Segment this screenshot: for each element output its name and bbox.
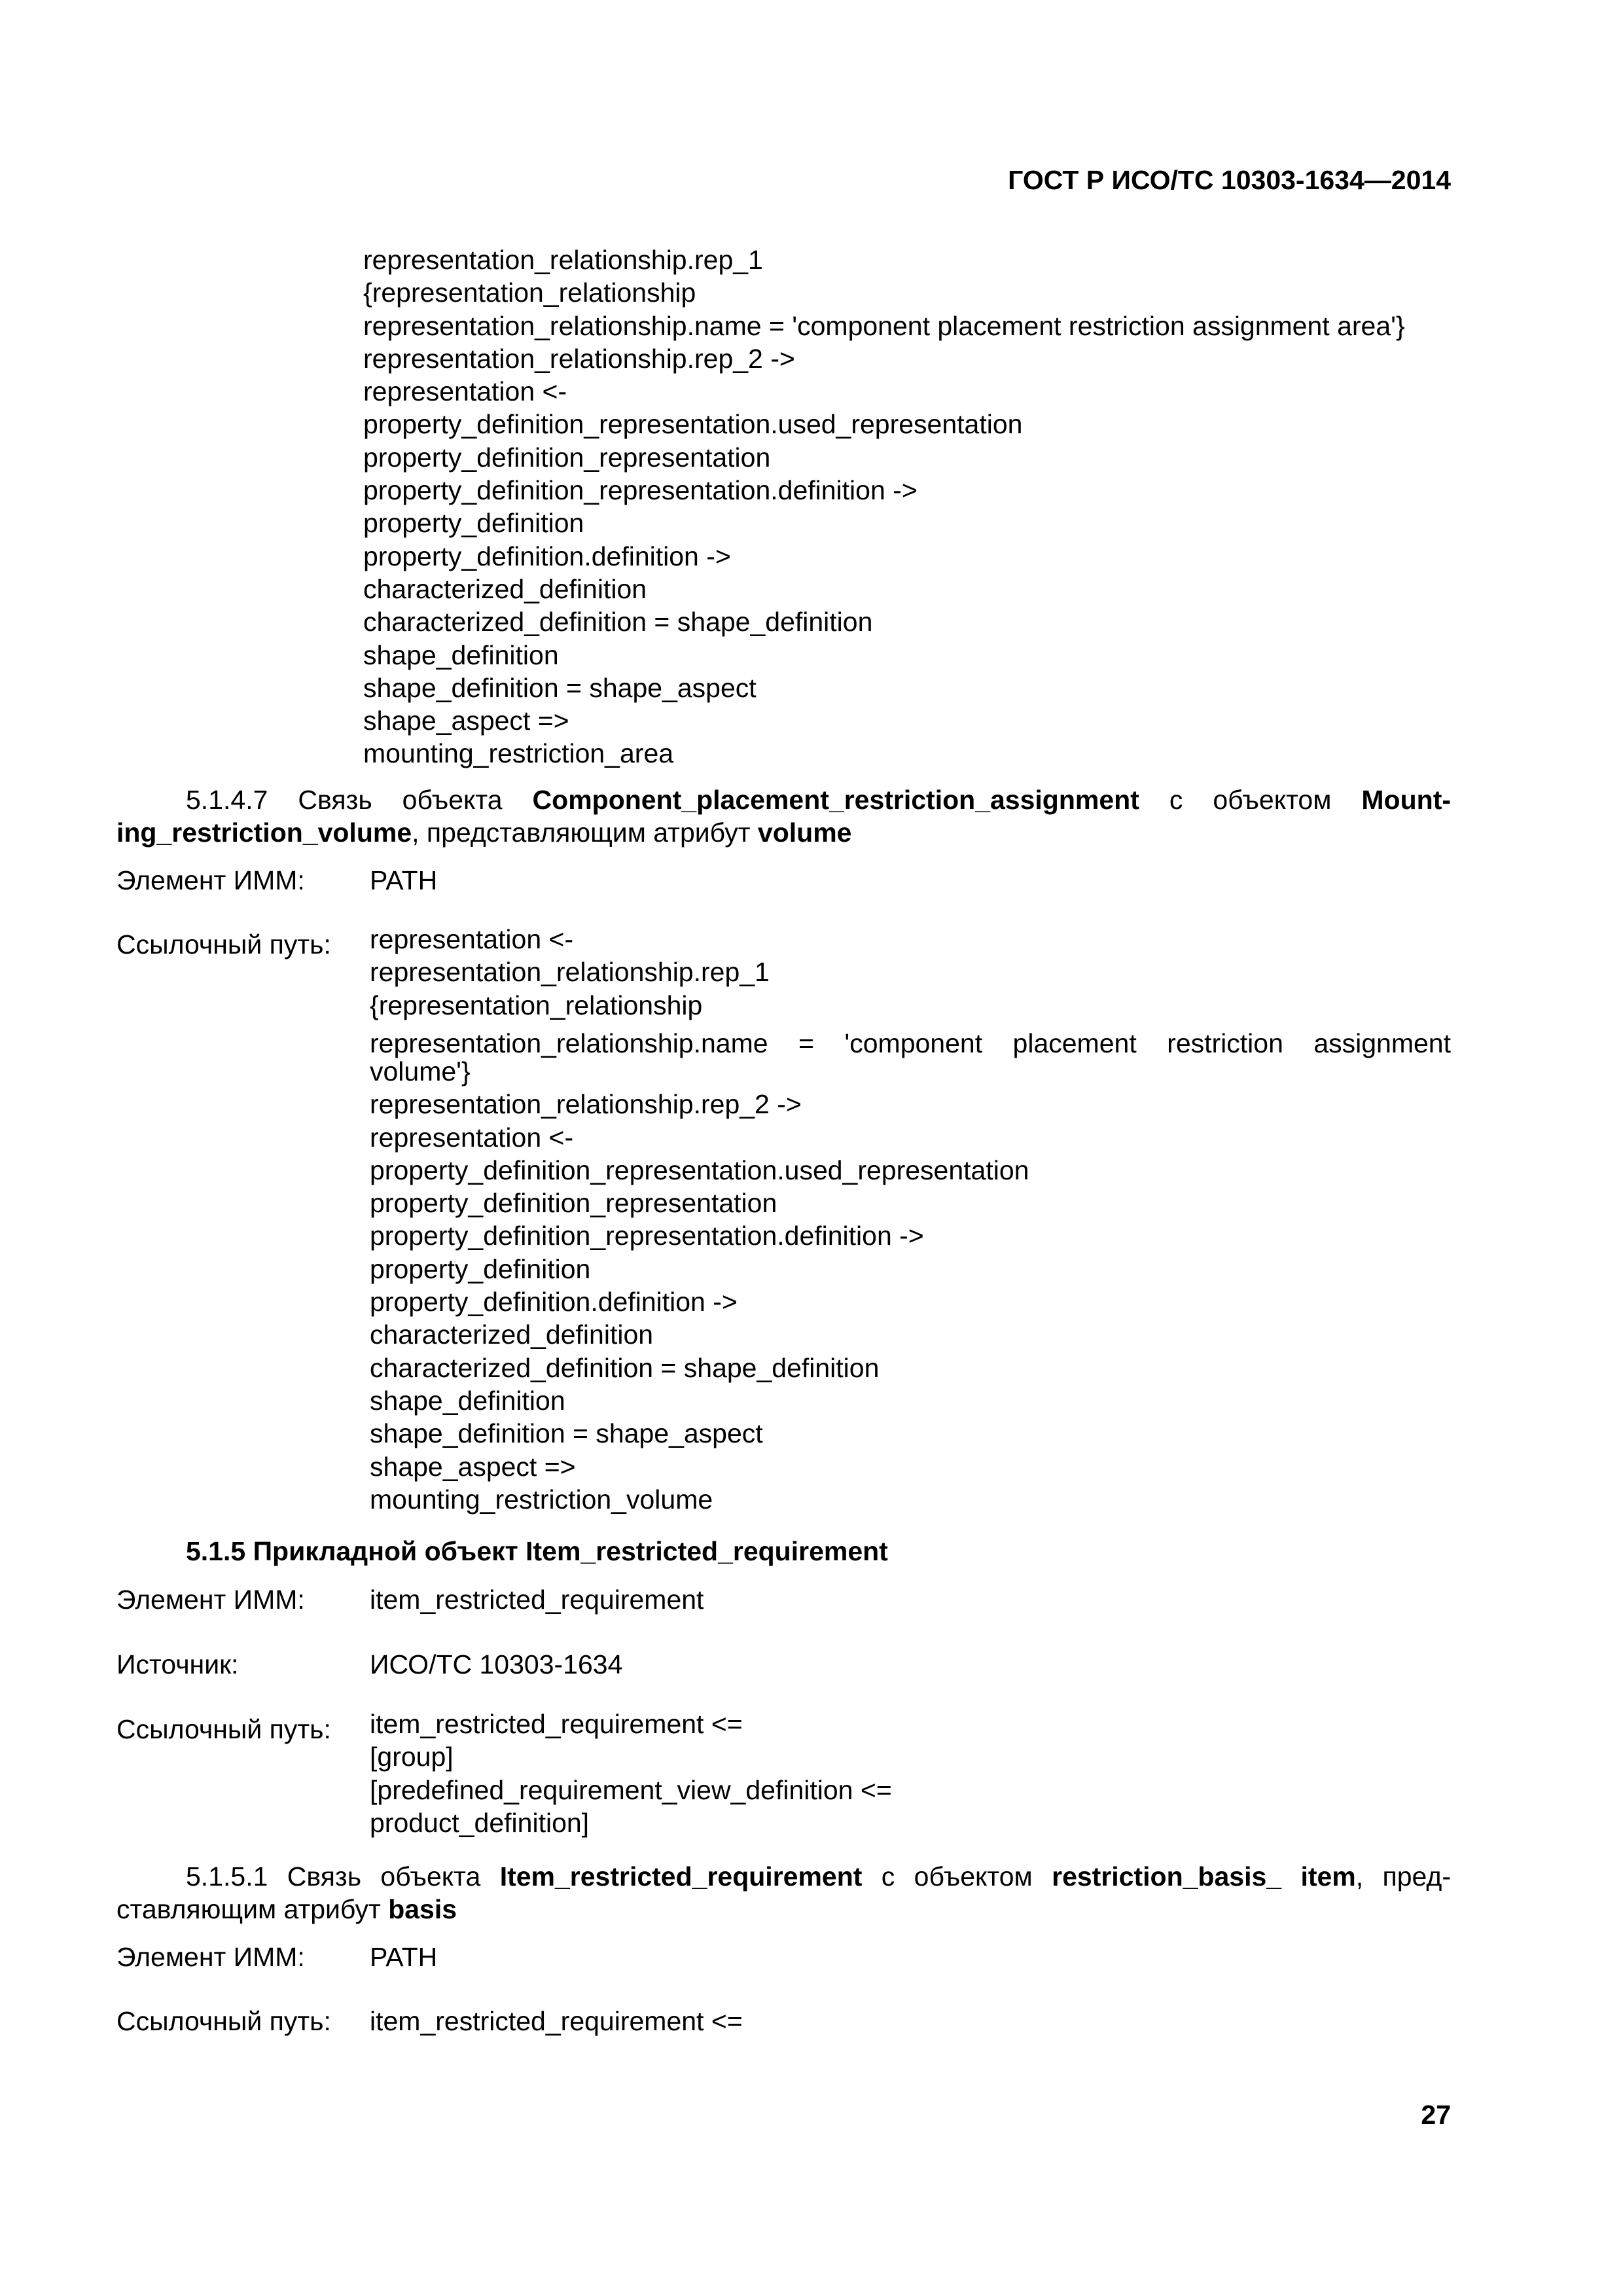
- reference-path-justified-line: representation_relationship.name = 'component placement restriction assignment: [370, 1028, 1451, 1058]
- path-line: characterized_definition: [370, 1319, 654, 1350]
- reference-path-continuation: [363, 243, 1405, 770]
- reference-path-value: item_restricted_requirement <=: [370, 2006, 743, 2036]
- reference-path-label: Ссылочный путь:: [116, 929, 331, 960]
- path-line: representation_relationship.name = 'component placement restriction assignment area'}: [363, 310, 1405, 341]
- path-line: property_definition_representation.definition ->: [370, 1221, 924, 1251]
- section-heading-5-1-5: 5.1.5 Прикладной объект Item_restricted_requirement: [186, 1536, 888, 1566]
- path-line: [group]: [370, 1742, 454, 1772]
- path-line: characterized_definition: [363, 573, 647, 604]
- path-line: representation_relationship.rep_2 ->: [363, 343, 795, 374]
- element-label: Элемент ИММ:: [116, 865, 305, 895]
- path-line: shape_definition: [370, 1385, 565, 1416]
- element-value: PATH: [370, 1942, 438, 1972]
- element-label: Элемент ИММ:: [116, 1585, 305, 1615]
- path-line: characterized_definition = shape_definition: [363, 607, 873, 637]
- path-line: shape_definition: [363, 639, 559, 670]
- path-line: volume'}: [370, 1056, 471, 1086]
- path-line: property_definition_representation: [370, 1188, 777, 1219]
- path-line: mounting_restriction_area: [363, 738, 674, 769]
- element-value: item_restricted_requirement: [370, 1585, 704, 1615]
- path-line: property_definition.definition ->: [370, 1287, 738, 1318]
- path-line: mounting_restriction_volume: [370, 1484, 713, 1515]
- path-line: representation_relationship.rep_2 ->: [370, 1089, 802, 1120]
- reference-path-lines-continued: [370, 1055, 1029, 1516]
- path-line: property_definition_representation.used_representation: [370, 1155, 1029, 1185]
- source-label: Источник:: [116, 1649, 239, 1679]
- path-line: property_definition_representation.definition ->: [363, 475, 918, 506]
- path-line: property_definition_representation: [363, 442, 771, 473]
- source-value: ИСО/ТС 10303-1634: [370, 1649, 623, 1679]
- path-line: item_restricted_requirement <=: [370, 1709, 743, 1739]
- reference-path-label: Ссылочный путь:: [116, 2006, 331, 2036]
- page-number: 27: [1421, 2100, 1451, 2130]
- path-line: product_definition]: [370, 1807, 590, 1838]
- path-line: shape_definition = shape_aspect: [370, 1418, 763, 1449]
- path-line: characterized_definition = shape_definition: [370, 1352, 880, 1383]
- path-line: shape_aspect =>: [363, 706, 569, 736]
- path-line: representation_relationship.rep_1: [370, 957, 770, 988]
- path-line: representation <-: [370, 1122, 574, 1153]
- path-line: property_definition.definition ->: [363, 541, 731, 571]
- path-line: shape_definition = shape_aspect: [363, 672, 757, 703]
- path-line: shape_aspect =>: [370, 1451, 576, 1482]
- path-line: [predefined_requirement_view_definition <=: [370, 1774, 892, 1805]
- reference-path-lines: [370, 1708, 892, 1839]
- path-line: representation <-: [370, 924, 574, 954]
- path-line: {representation_relationship: [370, 990, 703, 1020]
- reference-path-lines: [370, 923, 770, 1022]
- path-line: property_definition_representation.used_representation: [363, 409, 1023, 440]
- path-line: property_definition: [370, 1253, 591, 1284]
- element-label: Элемент ИММ:: [116, 1942, 305, 1972]
- path-line: representation <-: [363, 376, 567, 407]
- path-line: representation_relationship.rep_1: [363, 245, 763, 275]
- path-line: property_definition: [363, 508, 584, 539]
- document-header: ГОСТ Р ИСО/ТС 10303-1634—2014: [1008, 165, 1451, 195]
- clause-5-1-4-7: 5.1.4.7 Связь объекта Component_placement_restriction_assignment с объектом Mount- ing_restriction_volume, представляющим атрибут volume: [116, 785, 1451, 848]
- reference-path-label: Ссылочный путь:: [116, 1714, 331, 1744]
- clause-5-1-5-1: 5.1.5.1 Связь объекта Item_restricted_requirement с объектом restriction_basis_ item, пред- ставляющим атрибут basis: [116, 1861, 1452, 1924]
- element-value: PATH: [370, 865, 438, 895]
- path-line: {representation_relationship: [363, 278, 696, 308]
